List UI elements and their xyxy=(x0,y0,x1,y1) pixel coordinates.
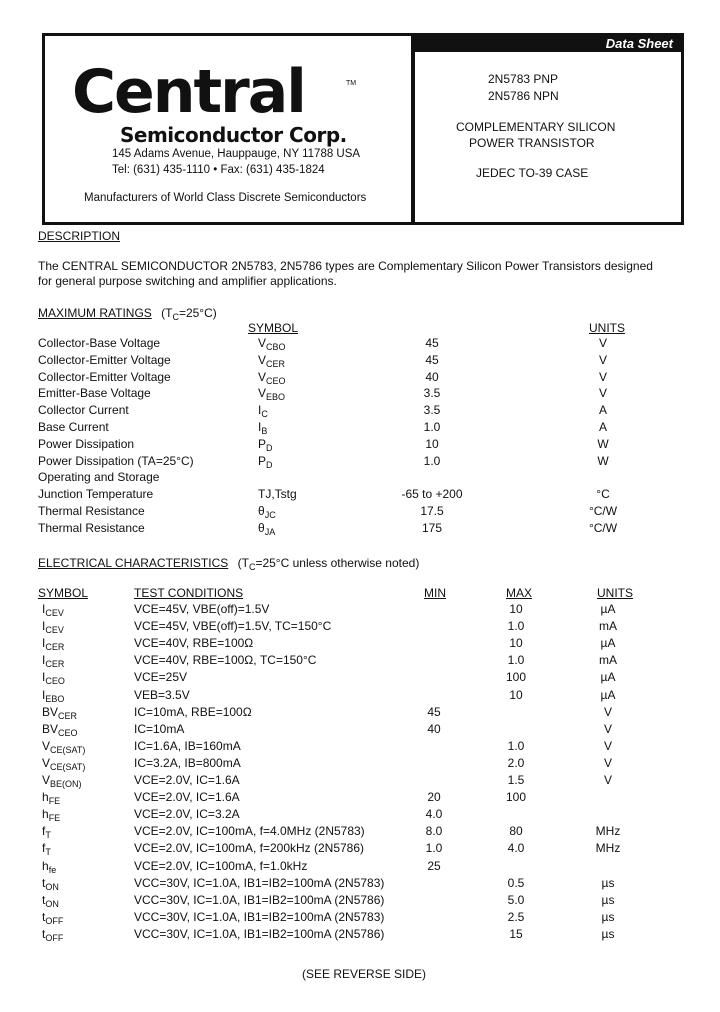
elec-test-condition: VCE=45V, VBE(off)=1.5V xyxy=(134,602,270,616)
elec-min: 25 xyxy=(427,858,441,873)
elec-test-condition: VCE=25V xyxy=(134,670,188,685)
rating-unit: A xyxy=(598,420,608,434)
elec-row xyxy=(0,636,720,653)
rating-value: 3.5 xyxy=(423,403,441,418)
max-ratings-col-units: UNITS xyxy=(589,321,625,335)
elec-symbol-main: h xyxy=(42,858,49,873)
elec-symbol-main: I xyxy=(42,636,46,651)
logo-subtitle: Semiconductor Corp. xyxy=(120,123,347,147)
rating-value: 10 xyxy=(425,436,439,451)
max-rating-row xyxy=(0,420,720,437)
max-rating-row xyxy=(0,470,720,487)
elec-symbol xyxy=(42,722,78,738)
elec-symbol-main: t xyxy=(42,892,46,907)
rating-symbol-sub: D xyxy=(266,442,273,453)
elec-symbol xyxy=(42,670,65,686)
elec-unit: µs xyxy=(601,892,615,907)
elec-symbol xyxy=(42,807,60,823)
elec-symbol-main: I xyxy=(42,687,46,702)
elec-row xyxy=(0,756,720,773)
elec-max: 4.0 xyxy=(507,841,525,856)
rating-unit: V xyxy=(598,369,608,384)
elec-symbol xyxy=(42,756,85,772)
elec-symbol xyxy=(42,705,77,721)
elec-symbol-sub: CEO xyxy=(58,727,78,738)
elec-unit: MHz xyxy=(595,824,621,839)
elec-symbol-sub: ON xyxy=(45,898,59,909)
rating-unit: °C/W xyxy=(588,520,618,535)
rating-parameter: Thermal Resistance xyxy=(38,504,145,518)
elec-max: 100 xyxy=(505,670,527,685)
rating-symbol xyxy=(258,454,273,470)
rating-symbol-main: I xyxy=(258,403,262,418)
max-ratings-title xyxy=(38,306,217,322)
elec-test-condition: VCC=30V, IC=1.0A, IB1=IB2=100mA (2N5783) xyxy=(134,909,385,924)
elec-symbol-main: f xyxy=(42,841,46,856)
elec-symbol-main: h xyxy=(42,807,49,822)
rating-symbol-sub: C xyxy=(261,409,268,420)
elec-row xyxy=(0,619,720,636)
rating-unit: V xyxy=(598,352,608,367)
logo-trademark: TM xyxy=(346,80,357,87)
rating-symbol-main: I xyxy=(258,420,262,434)
elec-row xyxy=(0,670,720,687)
elec-symbol-main: t xyxy=(42,909,46,924)
rating-parameter: Emitter-Base Voltage xyxy=(38,386,151,401)
max-rating-row xyxy=(0,370,720,387)
rating-unit: A xyxy=(598,403,608,418)
elec-symbol xyxy=(42,876,59,892)
description-heading: DESCRIPTION xyxy=(38,229,121,243)
elec-unit: V xyxy=(603,755,613,770)
elec-symbol xyxy=(42,739,85,755)
rating-symbol xyxy=(258,386,285,402)
description-line2: for general purpose switching and amplifier applications. xyxy=(38,274,337,288)
elec-test-condition: VCE=40V, RBE=100Ω xyxy=(134,636,254,651)
elec-symbol-main: I xyxy=(42,602,46,616)
max-ratings-condition-sub: C xyxy=(172,312,179,322)
elec-col-test: TEST CONDITIONS xyxy=(134,586,244,600)
elec-symbol-main: BV xyxy=(42,721,59,736)
elec-test-condition: VCE=40V, RBE=100Ω, TC=150°C xyxy=(134,653,317,668)
rating-symbol-main: P xyxy=(258,436,267,451)
elec-max: 1.0 xyxy=(507,619,525,634)
rating-parameter: Thermal Resistance xyxy=(38,520,145,535)
rating-parameter: Power Dissipation xyxy=(38,436,135,451)
rating-unit: V xyxy=(598,386,608,401)
elec-unit: mA xyxy=(599,653,617,668)
max-rating-row xyxy=(0,521,720,538)
rating-parameter: Power Dissipation (TA=25°C) xyxy=(38,453,194,468)
elec-max: 1.0 xyxy=(507,653,525,668)
elec-symbol xyxy=(42,910,63,926)
rating-symbol-sub: D xyxy=(266,459,273,470)
elec-max: 10 xyxy=(509,602,523,616)
part-number-npn: 2N5786 NPN xyxy=(488,89,559,103)
max-rating-row xyxy=(0,336,720,353)
elec-heading: ELECTRICAL CHARACTERISTICS xyxy=(38,556,229,570)
elec-row xyxy=(0,653,720,670)
elec-max: 100 xyxy=(505,790,527,805)
case-type: JEDEC TO-39 CASE xyxy=(476,166,589,180)
rating-parameter: Collector-Emitter Voltage xyxy=(38,369,171,384)
max-rating-row xyxy=(0,487,720,504)
elec-test-condition: VCC=30V, IC=1.0A, IB1=IB2=100mA (2N5786) xyxy=(134,892,385,907)
elec-row xyxy=(0,790,720,807)
max-rating-row xyxy=(0,454,720,471)
elec-symbol-main: I xyxy=(42,653,46,668)
elec-condition-end: =25°C unless otherwise noted) xyxy=(255,556,420,570)
rating-unit: V xyxy=(598,336,608,350)
elec-test-condition: VCE=2.0V, IC=100mA, f=200kHz (2N5786) xyxy=(134,841,365,856)
rating-symbol-main: TJ,Tstg xyxy=(258,487,297,502)
elec-title xyxy=(38,556,419,572)
elec-symbol-main: t xyxy=(42,875,46,890)
rating-symbol-main: θ xyxy=(258,504,265,518)
elec-symbol-sub: ON xyxy=(45,881,59,892)
elec-row xyxy=(0,876,720,893)
elec-unit: µs xyxy=(601,909,615,924)
elec-unit: µA xyxy=(600,670,616,685)
max-rating-row xyxy=(0,386,720,403)
elec-test-condition: IC=1.6A, IB=160mA xyxy=(134,738,241,753)
rating-parameter: Collector-Emitter Voltage xyxy=(38,352,171,367)
elec-symbol xyxy=(42,824,51,840)
elec-symbol xyxy=(42,893,59,909)
rating-symbol-sub: B xyxy=(261,426,268,436)
elec-symbol-main: V xyxy=(42,738,51,753)
elec-symbol-main: f xyxy=(42,824,46,839)
elec-row xyxy=(0,722,720,739)
rating-parameter: Collector-Base Voltage xyxy=(38,336,161,350)
elec-symbol-sub: OFF xyxy=(45,932,64,943)
elec-unit: V xyxy=(603,721,613,736)
elec-max: 2.5 xyxy=(507,909,525,924)
max-ratings-col-symbol: SYMBOL xyxy=(248,321,299,335)
rating-symbol-sub: EBO xyxy=(266,392,286,403)
elec-unit: mA xyxy=(599,619,617,634)
max-rating-row xyxy=(0,353,720,370)
elec-row xyxy=(0,807,720,824)
elec-min: 1.0 xyxy=(425,841,443,856)
elec-max: 0.5 xyxy=(507,875,525,890)
company-phone-fax: Tel: (631) 435-1110 • Fax: (631) 435-1824 xyxy=(112,164,325,176)
elec-symbol-sub: OFF xyxy=(45,915,64,926)
elec-min: 4.0 xyxy=(425,807,443,822)
rating-symbol-main: V xyxy=(258,336,267,350)
company-address: 145 Adams Avenue, Hauppauge, NY 11788 USA xyxy=(112,148,361,160)
elec-row xyxy=(0,773,720,790)
rating-symbol xyxy=(258,336,286,352)
rating-symbol-main: V xyxy=(258,369,267,384)
rating-symbol xyxy=(258,487,297,503)
elec-symbol-sub: CEV xyxy=(45,625,64,636)
elec-col-max: MAX xyxy=(506,586,533,600)
elec-col-symbol: SYMBOL xyxy=(38,586,89,600)
max-rating-row xyxy=(0,403,720,420)
rating-symbol-sub: JA xyxy=(264,526,276,537)
elec-min: 45 xyxy=(427,704,441,719)
rating-symbol xyxy=(258,504,276,520)
header-divider xyxy=(411,36,415,222)
elec-symbol-sub: CER xyxy=(45,642,65,653)
elec-row xyxy=(0,910,720,927)
data-sheet-label: Data Sheet xyxy=(605,36,673,51)
max-ratings-heading: MAXIMUM RATINGS xyxy=(38,306,152,320)
elec-min: 20 xyxy=(427,790,441,805)
elec-symbol-sub: CEV xyxy=(45,608,64,618)
max-ratings-condition: (T xyxy=(161,306,173,320)
rating-value: 175 xyxy=(421,520,443,535)
elec-symbol-sub: CER xyxy=(45,659,65,670)
elec-symbol xyxy=(42,790,60,806)
elec-col-units: UNITS xyxy=(597,586,633,600)
elec-unit: µA xyxy=(600,636,616,651)
elec-symbol-sub: CE(SAT) xyxy=(50,744,86,755)
description-line1: The CENTRAL SEMICONDUCTOR 2N5783, 2N5786 types are Complementary Silicon Power Transistors designed xyxy=(38,259,653,273)
product-desc-line2: POWER TRANSISTOR xyxy=(469,136,595,150)
elec-test-condition: IC=3.2A, IB=800mA xyxy=(134,755,241,770)
rating-parameter: Operating and Storage xyxy=(38,470,160,485)
product-desc-line1: COMPLEMENTARY SILICON xyxy=(456,120,616,134)
elec-symbol-main: V xyxy=(42,773,51,787)
elec-test-condition: IC=10mA xyxy=(134,721,185,736)
elec-symbol-sub: EBO xyxy=(45,693,65,704)
elec-unit: V xyxy=(603,738,613,753)
rating-value: -65 to +200 xyxy=(401,487,463,502)
rating-value: 45 xyxy=(425,352,439,367)
company-tagline: Manufacturers of World Class Discrete Semiconductors xyxy=(84,192,367,204)
rating-parameter: Junction Temperature xyxy=(38,487,154,502)
elec-condition-sub: C xyxy=(248,562,256,572)
elec-test-condition: VCE=2.0V, IC=100mA, f=4.0MHz (2N5783) xyxy=(134,824,365,839)
elec-symbol-sub: CE(SAT) xyxy=(50,761,86,772)
rating-symbol xyxy=(258,370,286,386)
elec-max: 5.0 xyxy=(507,892,525,907)
elec-max: 15 xyxy=(509,926,523,941)
elec-max: 2.0 xyxy=(507,755,525,770)
elec-test-condition: VEB=3.5V xyxy=(134,687,190,702)
elec-symbol-sub: CEO xyxy=(45,676,65,687)
rating-symbol-sub: CER xyxy=(266,358,286,369)
elec-symbol xyxy=(42,619,64,635)
elec-symbol-main: t xyxy=(42,926,46,941)
elec-min: 40 xyxy=(427,721,441,736)
rating-value: 45 xyxy=(425,336,439,350)
elec-unit: MHz xyxy=(595,841,621,856)
elec-test-condition: VCC=30V, IC=1.0A, IB1=IB2=100mA (2N5786) xyxy=(134,926,385,941)
elec-max: 10 xyxy=(509,636,523,651)
elec-symbol-main: I xyxy=(42,619,46,634)
footer-note: (SEE REVERSE SIDE) xyxy=(302,967,427,981)
rating-symbol-sub: CBO xyxy=(266,342,286,352)
elec-symbol-sub: FE xyxy=(48,813,61,824)
elec-max: 1.0 xyxy=(507,738,525,753)
elec-min: 8.0 xyxy=(425,824,443,839)
elec-max: 80 xyxy=(509,824,523,839)
max-rating-row xyxy=(0,437,720,454)
elec-symbol-sub: FE xyxy=(48,796,61,807)
rating-symbol-main: θ xyxy=(258,520,265,535)
elec-row xyxy=(0,927,720,944)
part-number-pnp: 2N5783 PNP xyxy=(488,72,559,86)
elec-unit: µA xyxy=(600,687,616,702)
elec-test-condition: IC=10mA, RBE=100Ω xyxy=(134,704,252,719)
elec-row xyxy=(0,859,720,876)
elec-symbol xyxy=(42,636,64,652)
elec-unit: µs xyxy=(601,926,615,941)
rating-symbol xyxy=(258,437,273,453)
elec-symbol-main: V xyxy=(42,755,51,770)
elec-symbol xyxy=(42,653,64,669)
elec-unit: V xyxy=(603,773,613,787)
rating-value: 17.5 xyxy=(420,504,444,518)
elec-row xyxy=(0,705,720,722)
rating-value: 3.5 xyxy=(423,386,441,401)
elec-symbol-sub: T xyxy=(45,847,51,858)
rating-symbol xyxy=(258,521,275,537)
rating-symbol-sub: JC xyxy=(264,510,276,520)
elec-test-condition: VCE=2.0V, IC=1.6A xyxy=(134,773,240,787)
elec-row xyxy=(0,824,720,841)
elec-test-condition: VCE=2.0V, IC=100mA, f=1.0kHz xyxy=(134,858,308,873)
elec-symbol-sub: fe xyxy=(48,864,57,875)
elec-symbol-main: I xyxy=(42,670,46,685)
elec-col-min: MIN xyxy=(424,586,446,600)
elec-row xyxy=(0,602,720,619)
rating-symbol xyxy=(258,403,268,419)
elec-symbol-main: BV xyxy=(42,704,59,719)
elec-symbol-main: h xyxy=(42,790,49,805)
elec-symbol-sub: BE(ON) xyxy=(50,779,82,789)
elec-symbol-sub: CER xyxy=(58,710,78,721)
elec-unit: V xyxy=(603,704,613,719)
rating-unit: °C xyxy=(596,487,610,502)
elec-test-condition: VCC=30V, IC=1.0A, IB1=IB2=100mA (2N5783) xyxy=(134,875,385,890)
elec-symbol-sub: T xyxy=(45,830,51,841)
data-sheet-band xyxy=(415,36,681,52)
elec-row xyxy=(0,739,720,756)
elec-test-condition: VCE=2.0V, IC=3.2A xyxy=(134,807,240,822)
elec-max: 1.5 xyxy=(507,773,525,787)
elec-row xyxy=(0,841,720,858)
max-rating-row xyxy=(0,504,720,521)
rating-parameter: Collector Current xyxy=(38,403,129,418)
elec-symbol xyxy=(42,602,64,618)
rating-symbol-sub: CEO xyxy=(266,375,286,386)
elec-symbol xyxy=(42,841,51,857)
rating-parameter: Base Current xyxy=(38,420,109,434)
max-ratings-condition-end: =25°C) xyxy=(178,306,217,320)
rating-unit: W xyxy=(597,453,609,468)
rating-symbol-main: V xyxy=(258,386,267,401)
elec-symbol xyxy=(42,773,82,789)
rating-symbol-main: P xyxy=(258,453,267,468)
rating-symbol xyxy=(258,420,267,436)
elec-condition: (T xyxy=(237,556,249,570)
elec-unit: µA xyxy=(600,602,616,616)
rating-unit: W xyxy=(597,436,609,451)
rating-symbol-main: V xyxy=(258,352,267,367)
elec-symbol xyxy=(42,927,63,943)
company-logo: Central xyxy=(72,57,305,127)
elec-row xyxy=(0,893,720,910)
elec-row xyxy=(0,688,720,705)
elec-symbol xyxy=(42,688,64,704)
rating-value: 1.0 xyxy=(423,453,441,468)
rating-value: 1.0 xyxy=(423,420,441,434)
elec-test-condition: VCE=45V, VBE(off)=1.5V, TC=150°C xyxy=(134,619,332,634)
rating-unit: °C/W xyxy=(588,504,618,518)
elec-test-condition: VCE=2.0V, IC=1.6A xyxy=(134,790,240,805)
rating-value: 40 xyxy=(425,369,439,384)
elec-unit: µs xyxy=(601,875,615,890)
elec-max: 10 xyxy=(509,687,523,702)
rating-symbol xyxy=(258,353,285,369)
elec-symbol xyxy=(42,859,56,875)
